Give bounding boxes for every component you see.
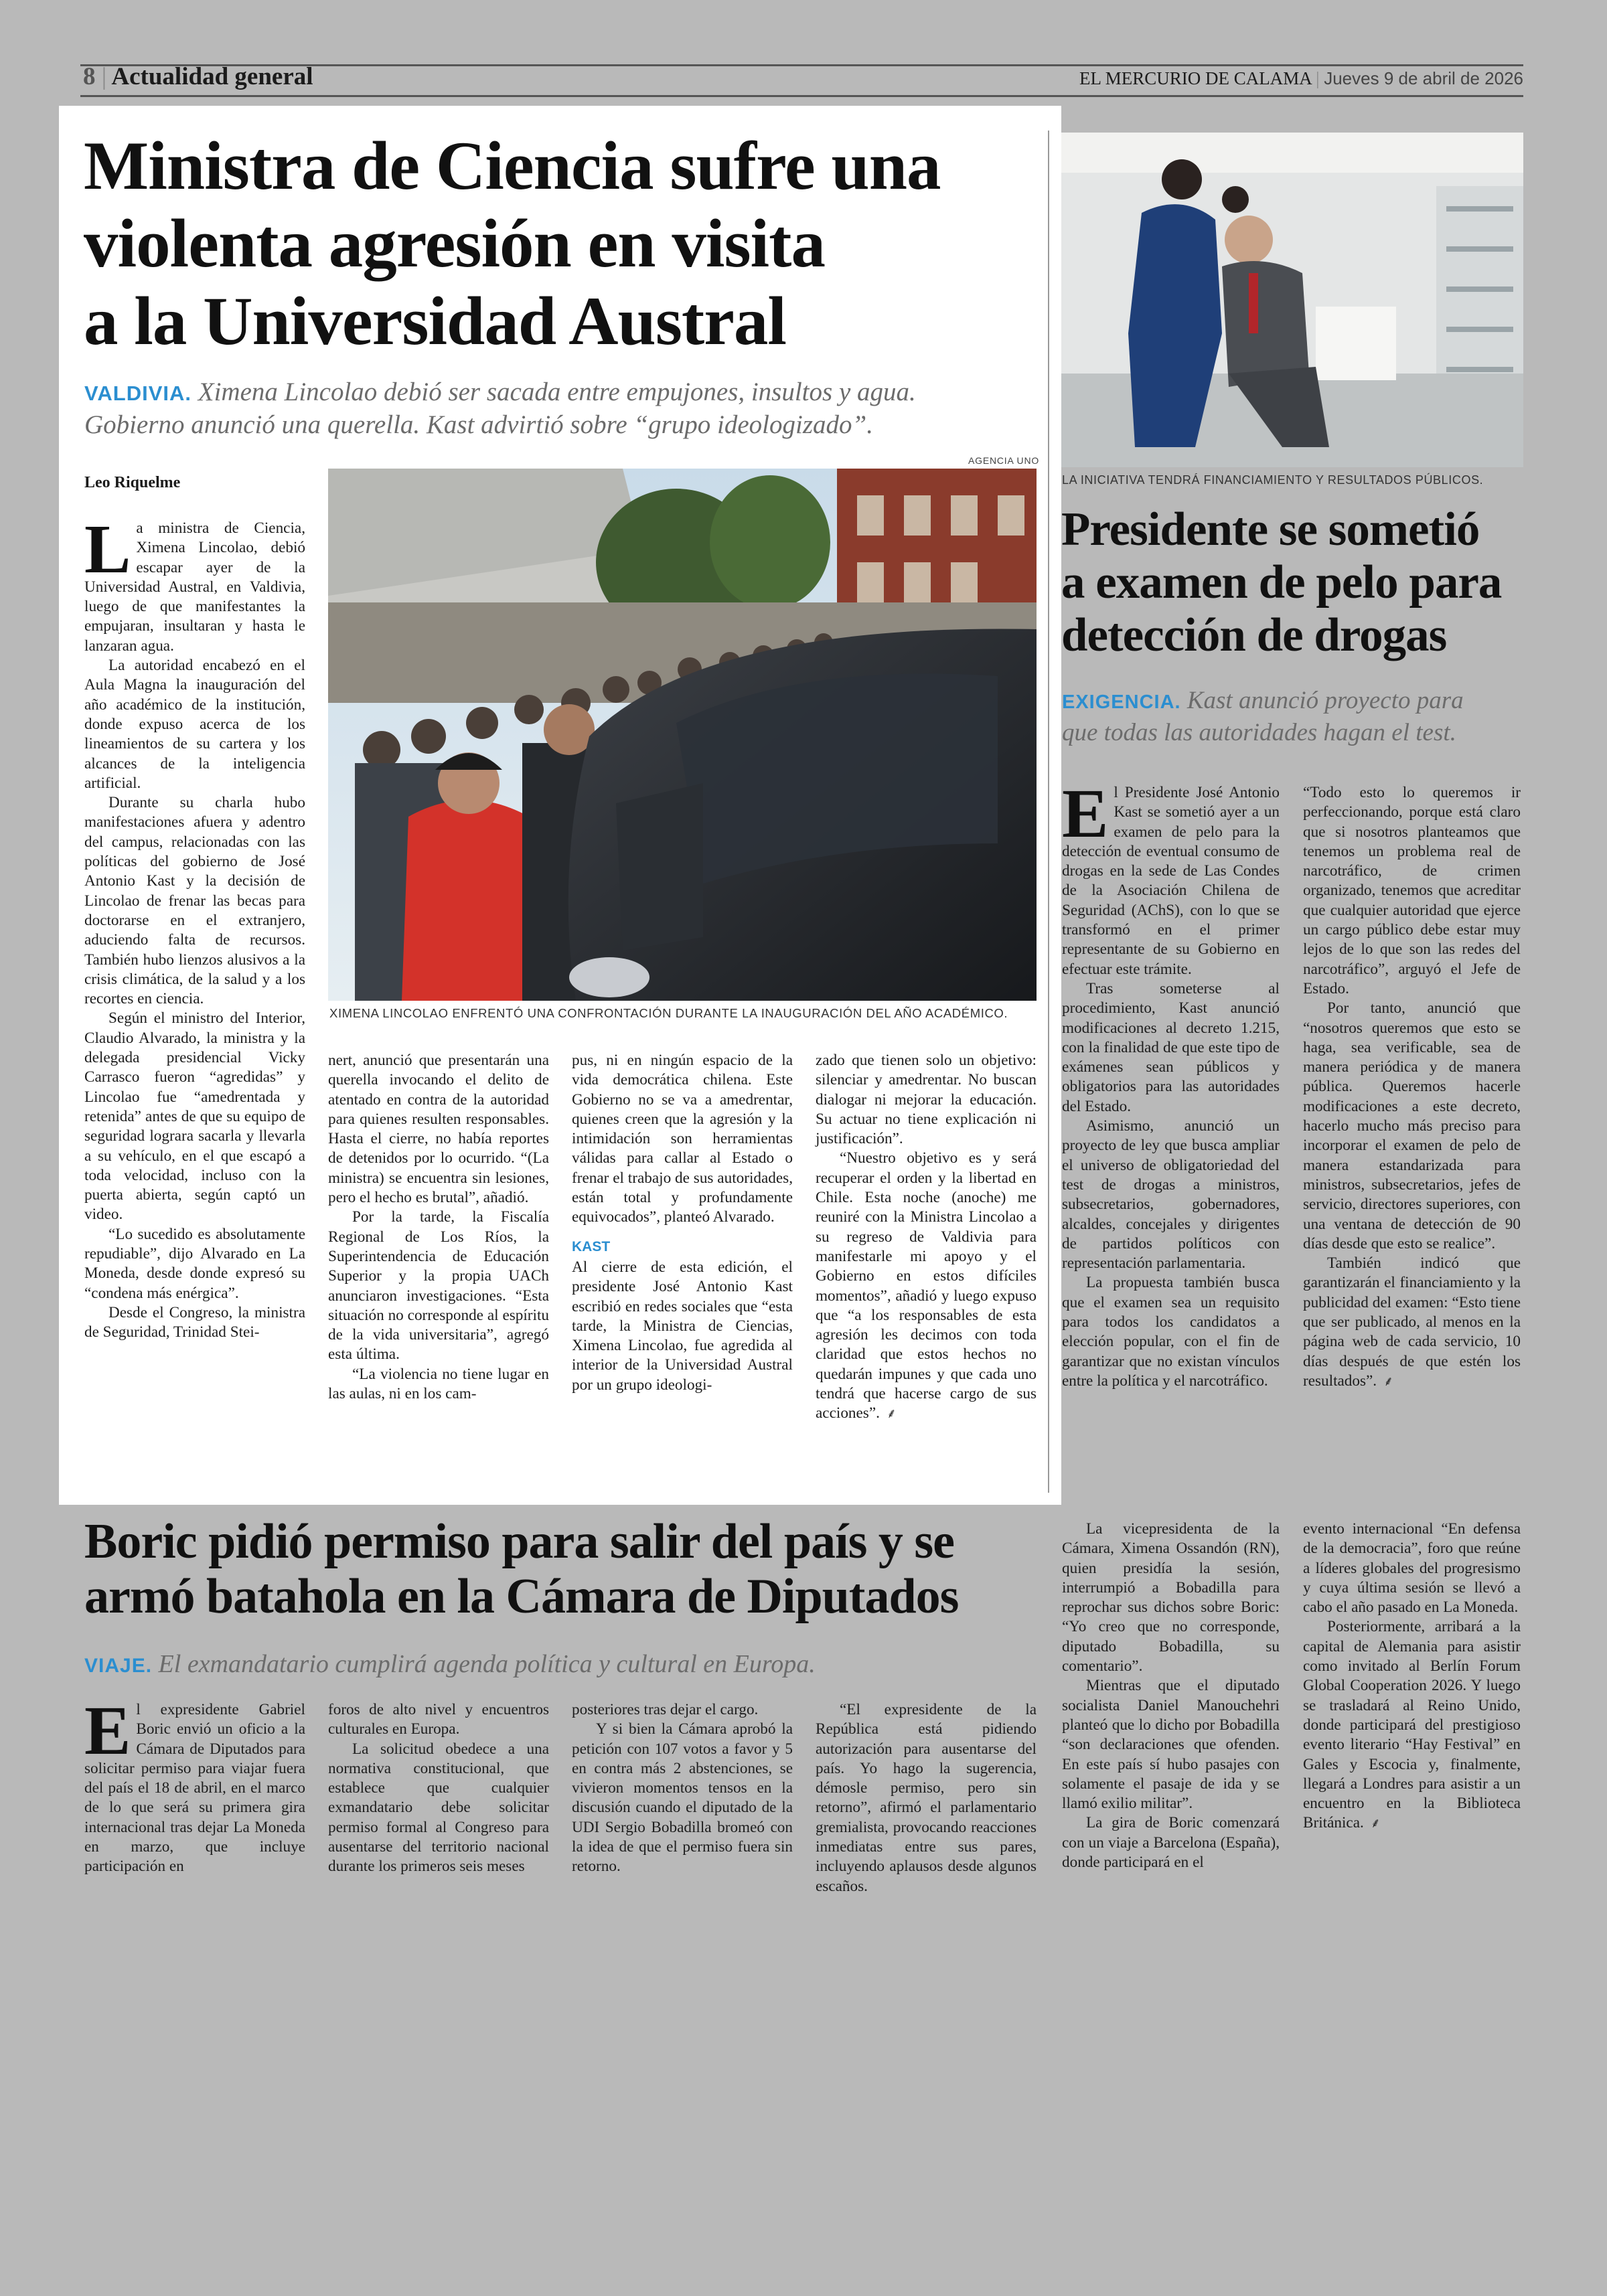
lead-photo-caption: XIMENA LINCOLAO ENFRENTÓ UNA CONFRONTACIÓN DURANTE LA INAUGURACIÓN DEL AÑO ACADÉMICO.: [329, 1006, 1008, 1020]
paragraph: Al cierre de esta edición, el presidente José Antonio Kast escribió en redes sociales que “esta tarde, la Ministra de Ciencias, Ximena Lincolao, fue agredida al interior de la Universidad Austral por un grupo ideologi-: [572, 1258, 793, 1394]
lead-deck-line: Ximena Lincolao debió ser sacada entre empujones, insultos y agua.: [198, 378, 916, 406]
paragraph: “El expresidente de la República está pidiendo autorización para ausentarse del país. Yo hago la sugerencia, démosle permiso, pero sin retorno”, afirmó el parlamentario gremialista, provocando reacciones inmediatas entre sus pares, incluyendo aplausos desde algunos escaños.: [816, 1701, 1037, 1895]
end-of-article-icon: ⸙: [1383, 1372, 1394, 1389]
bottom-deck: [84, 1649, 1049, 1682]
paragraph: [1303, 1254, 1521, 1391]
paragraph: nert, anunció que presentarán una querella invocando el delito de atentado en contra de la autoridad para quienes resulten responsables. Hasta el cierre, no había reportes de detenidos por lo ocurrido. “(La ministra) se encuentra sin lesiones, pero el hecho es brutal”, añadió.: [328, 1052, 549, 1207]
paragraph: La gira de Boric comenzará con un viaje a Barcelona (España), donde participará en el: [1062, 1814, 1280, 1872]
paragraph: foros de alto nivel y encuentros culturales en Europa.: [328, 1701, 549, 1738]
paragraph: zado que tienen solo un objetivo: silenciar y amedrentar. No buscan dialogar ni mejorar la educación. Su actuar no tiene explicación ni justificación”.: [816, 1052, 1037, 1148]
dropcap: E: [84, 1692, 131, 1769]
sidebar-deck-keyword: EXIGENCIA.: [1062, 691, 1181, 713]
lead-column-2: [328, 1051, 549, 1404]
bottom-column-6: [1303, 1520, 1521, 1833]
sidebar-deck-line: que todas las autoridades hagan el test.: [1062, 719, 1456, 746]
sidebar-headline-line: detección de drogas: [1061, 609, 1447, 661]
lead-headline-line: violenta agresión en visita: [84, 206, 825, 282]
paragraph: Tras someterse al procedimiento, Kast anunció modificaciones al decreto 1.215, con la finalidad de que este tipo de exámenes sean públicos y obligatorios para las autoridades del Estado.: [1062, 979, 1280, 1115]
bottom-column-2: [328, 1700, 549, 1877]
paragraph: [1303, 1617, 1521, 1833]
lead-byline: Leo Riquelme: [84, 474, 181, 491]
bottom-column-4: [816, 1700, 1037, 1896]
sidebar-photo: [1061, 133, 1523, 467]
dropcap: E: [1062, 775, 1109, 852]
sidebar-photo-caption: LA INICIATIVA TENDRÁ FINANCIAMIENTO Y RESULTADOS PÚBLICOS.: [1062, 473, 1484, 487]
lead-column-4: [816, 1051, 1037, 1424]
paragraph: “Lo sucedido es absolutamente repudiable”, dijo Alvarado en La Moneda, desde donde expresó su “condena más enérgica”.: [84, 1225, 305, 1302]
bottom-headline: [84, 1514, 1049, 1624]
page-header-section: 8 | Actualidad general: [83, 63, 313, 90]
sidebar-headline-line: Presidente se sometió: [1061, 503, 1480, 556]
lead-headline-line: Ministra de Ciencia sufre una: [84, 128, 941, 204]
paragraph: La autoridad encabezó en el Aula Magna la inauguración del año académico de la institución, donde expuso acerca de los lineamientos de su cartera y los alcances de la inteligencia artificial.: [84, 657, 305, 792]
paragraph: Mientras que el diputado socialista Daniel Manouchehri planteó que lo dicho por Bobadilla “son declaraciones que ofenden. En este país sí hubo pasajes con solamente el pasaje de ida y se llamó exilio militar”.: [1062, 1677, 1280, 1813]
paragraph: La solicitud obedece a una normativa constitucional, que establece que cualquier exmandatario debe solicitar permiso formal al Congreso para ausentarse del territorio nacional durante los primeros seis meses: [328, 1740, 549, 1876]
paragraph: Por la tarde, la Fiscalía Regional de Los Ríos, la Superintendencia de Educación Superior y la propia UACh anunciaron investigaciones. “Esta situación no corresponde al espíritu de la vida universitaria”, agregó esta última.: [328, 1208, 549, 1364]
bottom-column-5: [1062, 1520, 1280, 1872]
sidebar-deck: [1062, 685, 1524, 748]
sidebar-column-2: [1303, 783, 1521, 1391]
paragraph: Por tanto, anunció que “nosotros queremos que esto se haga, sea verificable, sea de manera periódica y de manera pública. Queremos hacerle modificaciones a este decreto, hacerlo mucho más preciso para incorporar el examen de pelo de manera estandarizada para ministros, subsecretarios, jefes de servicio, directores superiores, con una ventana de detección de 90 días desde que esto se realice”.: [1303, 999, 1521, 1252]
lead-headline-line: a la Universidad Austral: [84, 283, 787, 359]
bottom-headline-line: armó batahola en la Cámara de Diputados: [84, 1569, 959, 1624]
paragraph: a ministra de Ciencia, Ximena Lincolao, debió escapar ayer de la Universidad Austral, en Valdivia, luego de que manifestantes la empujaran, insultaran y hasta le lanzaran agua.: [84, 519, 305, 655]
paragraph: Durante su charla hubo manifestaciones afuera y adentro del campus, relacionadas con las políticas del gobierno de José Antonio Kast y la decisión de Lincolao de frenar las becas para doctorarse en el extranjero, aduciendo falta de recursos. También hubo lienzos alusivos a la crisis climática, de la salud y a los recortes en ciencia.: [84, 794, 305, 1008]
end-of-article-icon: ⸙: [886, 1405, 897, 1422]
sidebar-column-1: [1062, 775, 1280, 1391]
paragraph: La vicepresidenta de la Cámara, Ximena Ossandón (RN), quien presidía la sesión, interrumpió a Bobadilla para reprochar sus dichos sobre Boric: “Yo creo que no corresponde, diputado Bobadilla, su comentario”.: [1062, 1520, 1280, 1675]
bottom-column-1: [84, 1692, 305, 1877]
lead-photo: [328, 469, 1037, 1001]
lead-deck: [84, 376, 1055, 440]
paragraph: Asimismo, anunció un proyecto de ley que busca ampliar el universo de obligatoriedad del test de drogas a ministros, subsecretarios, gobernadores, alcaldes, concejales y dirigentes de partidos políticos con representación parlamentaria.: [1062, 1117, 1280, 1273]
section-name: Actualidad general: [111, 63, 313, 90]
edition-date: Jueves 9 de abril de 2026: [1324, 68, 1523, 88]
bottom-deck-keyword: VIAJE.: [84, 1655, 153, 1677]
lead-deck-line: Gobierno anunció una querella. Kast advirtió sobre “grupo ideologizado”.: [84, 410, 873, 439]
paragraph: [816, 1149, 1037, 1423]
paragraph-text: “Nuestro objetivo es y será recuperar el orden y la libertad en Chile. Esta noche (anoche) me reuniré con la Ministra Lincolao a su regreso de Valdivia para manifestarle mi apoyo y el Gobierno en estos difíciles momentos”, añadió y luego expuso que “a los responsables de esta agresión les decimos con toda claridad que estos hechos no quedarán impunes y que cada uno tendrá que hacerse cargo de sus acciones”.: [816, 1149, 1037, 1422]
paragraph: pus, ni en ningún espacio de la vida democrática chilena. Este Gobierno no se va a amedrentar, quienes creen que la agresión y la intimidación son herramientas válidas para callar al Estado o frenar el trabajo de sus autoridades, están total y profundamente equivocados”, planteó Alvarado.: [572, 1052, 793, 1226]
column-divider: [1048, 131, 1049, 1493]
lead-headline: [84, 127, 1048, 360]
paragraph-text: También indicó que garantizarán el financiamiento y la publicidad del examen: “Esto tiene que ser publicado, al menos en la página web de cada servicio, 10 días después de que estén los resultados”.: [1303, 1254, 1521, 1390]
paragraph: Desde el Congreso, la ministra de Seguridad, Trinidad Stei-: [84, 1303, 305, 1341]
bottom-deck-text: El exmandatario cumplirá agenda política y cultural en Europa.: [158, 1650, 816, 1678]
page-number: 8: [83, 63, 96, 90]
paragraph: La propuesta también busca que el examen sea un requisito para todos los candidatos a elección popular, con el fin de garantizar que no existan vínculos entre la política y el narcotráfico.: [1062, 1274, 1280, 1390]
paragraph: l expresidente Gabriel Boric envió un oficio a la Cámara de Diputados para solicitar permiso para viajar fuera del país el 18 de abril, en el marco de lo que será su primera gira internacional tras dejar La Moneda en marzo, que incluye participación en: [84, 1701, 305, 1876]
sidebar-headline: [1061, 503, 1523, 662]
lead-photo-credit: AGENCIA UNO: [968, 455, 1040, 466]
lead-column-3: [572, 1051, 793, 1395]
bottom-column-3: [572, 1700, 793, 1877]
header-rule-bottom: [80, 95, 1523, 97]
sidebar-headline-line: a examen de pelo para: [1061, 556, 1502, 608]
newspaper-name: EL MERCURIO DE CALAMA: [1079, 68, 1312, 88]
paragraph: “Todo esto lo queremos ir perfeccionando, porque está claro que si nosotros planteamos que tenemos un problema real de narcotráfico, de crimen organizado, tenemos que acreditar que cualquier autoridad que ejerce un cargo público debe estar muy lejos de lo que son las redes del narcotráfico”, arguyó el Jefe de Estado.: [1303, 784, 1521, 997]
paragraph-text: Posteriormente, arribará a la capital de Alemania para asistir como invitado al Berlín Forum Global Cooperation 2026. Y luego se trasladará al Reino Unido, donde participará del prestigioso evento literario “Hay Festival” en Gales y Escocia y, finalmente, llegará a Londres para asistir a un encuentro en la Biblioteca Británica.: [1303, 1618, 1521, 1832]
paragraph: Y si bien la Cámara aprobó la petición con 107 votos a favor y 5 en contra más 2 abstenciones, se vivieron momentos tensos en la discusión cuando el diputado de la UDI Sergio Bobadilla bromeó con la idea de que el permiso fuera sin retorno.: [572, 1720, 793, 1876]
dropcap: L: [84, 511, 131, 588]
bottom-headline-line: Boric pidió permiso para salir del país y se: [84, 1514, 955, 1569]
lead-deck-keyword: VALDIVIA.: [84, 382, 192, 405]
paragraph: l Presidente José Antonio Kast se sometió ayer a un examen de pelo para la detección de eventual consumo de drogas en la sede de Las Condes de la Asociación Chilena de Seguridad (AChS), con lo que se transformó en el primer representante de su Gobierno en efectuar este trámite.: [1062, 784, 1280, 978]
paragraph: Según el ministro del Interior, Claudio Alvarado, la ministra y la delegada presidencial Vicky Carrasco fueron “agredidas” y Lincolao fue “amedrentada y retenida” antes de que su equipo de seguridad lograra sacarla y llevarla a su vehículo, en el que escapó a toda velocidad, incluso con la puerta abierta, según captó un video.: [84, 1009, 305, 1224]
paragraph: “La violencia no tiene lugar en las aulas, ni en los cam-: [328, 1365, 549, 1403]
paragraph: posteriores tras dejar el cargo.: [572, 1701, 759, 1718]
page-header-masthead: EL MERCURIO DE CALAMA | Jueves 9 de abril de 2026: [1079, 68, 1523, 88]
lead-subhead-kast: KAST: [572, 1238, 611, 1254]
paragraph: evento internacional “En defensa de la democracia”, foro que reúne a líderes globales del progresismo y cuya última sesión se llevó a cabo el año pasado en La Moneda.: [1303, 1520, 1521, 1617]
end-of-article-icon: ⸙: [1370, 1815, 1381, 1831]
sidebar-deck-line: Kast anunció proyecto para: [1187, 687, 1464, 714]
lead-column-1: [84, 511, 305, 1342]
